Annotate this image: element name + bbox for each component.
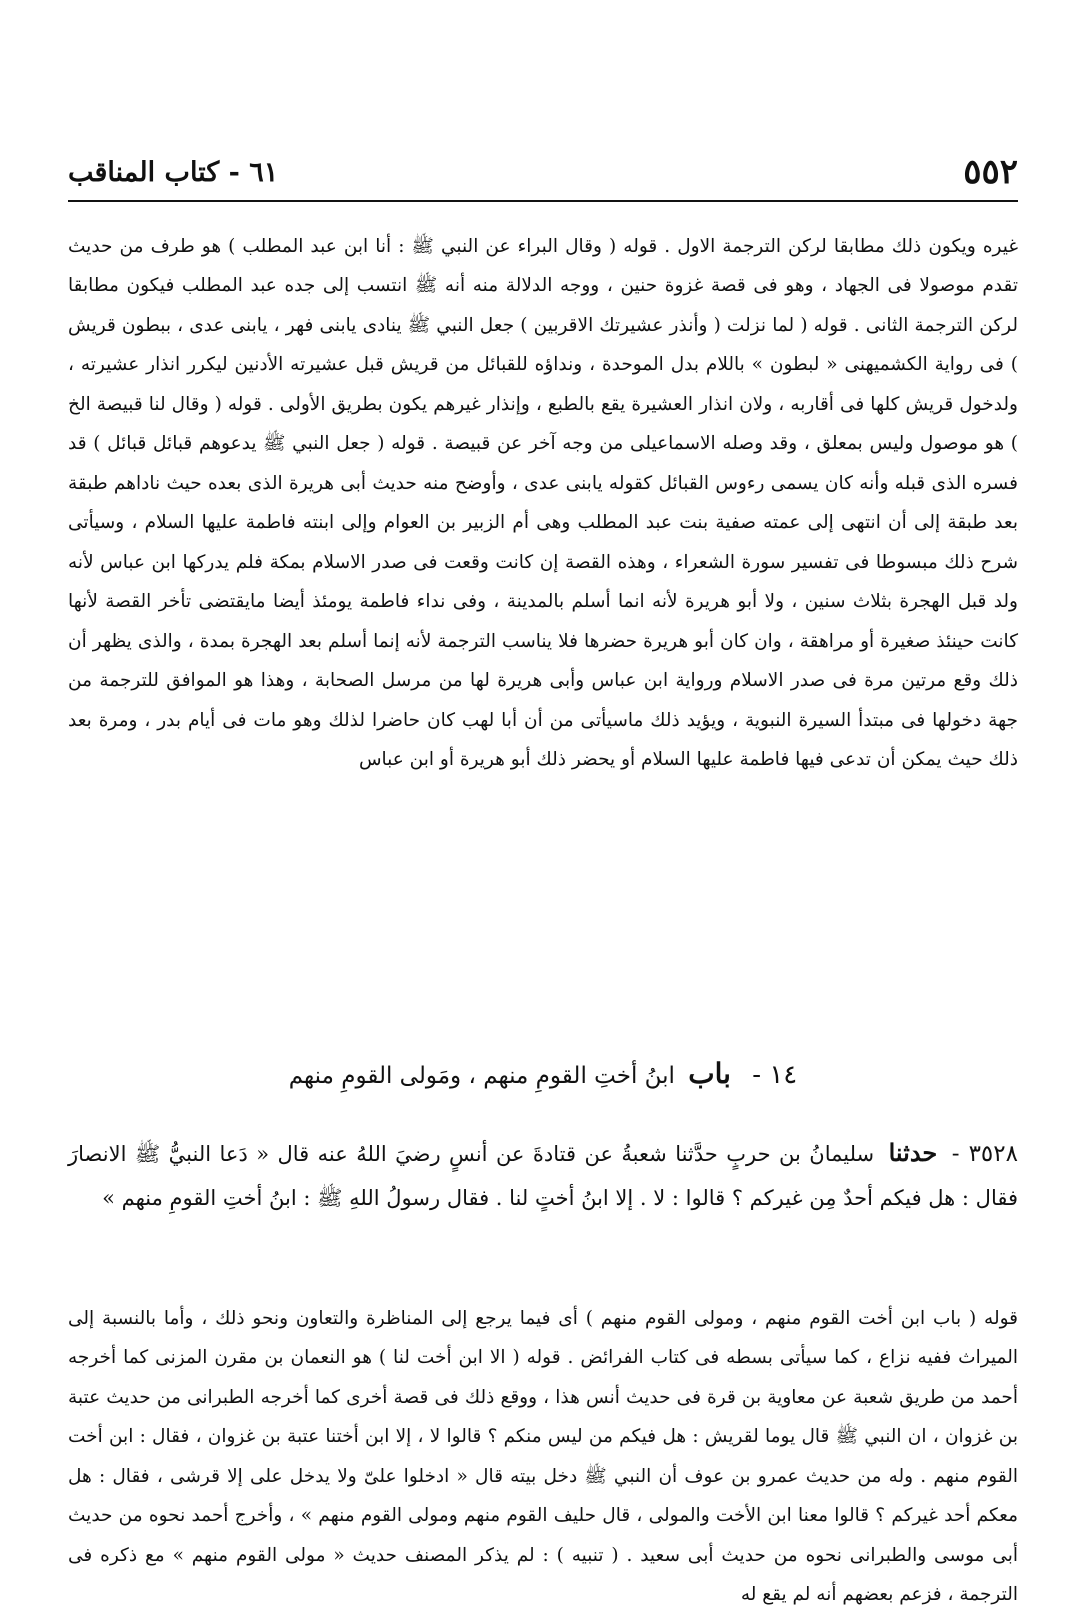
chapter-number: ١٤ - xyxy=(752,1060,798,1090)
hadith-number: ٣٥٢٨ - xyxy=(951,1141,1018,1167)
running-title: ٦١ - كتاب المناقب xyxy=(68,156,279,188)
chapter-heading xyxy=(68,1054,1018,1096)
commentary-paragraph-1: غيره ويكون ذلك مطابقا لركن الترجمة الاول . قوله ( وقال البراء عن النبي ﷺ : أنا ابن عبد المطلب ) هو طرف من حديث تقدم موصولا فى الجهاد ، وهو فى قصة غزوة حنين ، ووجه الدلالة منه أنه ﷺ انتسب إلى جده عبد المطلب فيكون مطابقا لركن الترجمة الثانى . قوله ( لما نزلت ( وأنذر عشيرتك الاقربين ) جعل النبي ﷺ ينادى يابنى فهر ، يابنى عدى ، ببطون قريش ) فى رواية الكشميهنى « لبطون » باللام بدل الموحدة ، ونداؤه للقبائل من قريش قبل عشيرته الأدنين ليكرر انذار عشيرته ، ولدخول قريش كلها فى أقاربه ، ولان انذار العشيرة يقع بالطبع ، وإنذار غيرهم يكون بطريق الأولى . قوله ( وقال لنا قبيصة الخ ) هو موصول وليس بمعلق ، وقد وصله الاسماعيلى من وجه آخر عن قبيصة . قوله ( جعل النبي ﷺ يدعوهم قبائل قبائل ) قد فسره الذى قبله وأنه كان يسمى رءوس القبائل كقوله يابنى عدى ، وأوضح منه حديث أبى هريرة الذى بعده حيث ناداهم طبقة بعد طبقة إلى أن انتهى إلى عمته صفية بنت عبد المطلب وهى أم الزبير بن العوام وإلى ابنته فاطمة عليها السلام ، وسيأتى شرح ذلك مبسوطا فى تفسير سورة الشعراء ، وهذه القصة إن كانت وقعت فى صدر الاسلام بمكة فلم يدركها ابن عباس لأنه ولد قبل الهجرة بثلاث سنين ، ولا أبو هريرة لأنه انما أسلم بالمدينة ، وفى نداء فاطمة يومئذ أيضا مايقتضى تأخر القصة لأنها كانت حينئذ صغيرة أو مراهقة ، وان كان أبو هريرة حضرها فلا يناسب الترجمة لأنه إنما أسلم بعد الهجرة بمدة ، والذى يظهر أن ذلك وقع مرتين مرة فى صدر الاسلام ورواية ابن عباس وأبى هريرة لها من مرسل الصحابة ، وهذا هو الموافق للترجمة من جهة دخولها فى مبتدأ السيرة النبوية ، ويؤيد ذلك ماسيأتى من أن أبا لهب كان حاضرا لذلك وهو مات فى أيام بدر ، ومرة بعد ذلك حيث يمكن أن تدعى فيها فاطمة عليها السلام أو يحضر ذلك أبو هريرة أو ابن عباس xyxy=(68,235,1018,770)
book-page xyxy=(68,150,1018,1605)
chapter-bab-word: باب xyxy=(688,1057,731,1090)
page-header xyxy=(68,150,1018,194)
chapter-title: ابنُ أختِ القومِ منهم ، ومَولى القومِ منهم xyxy=(288,1063,675,1089)
hadith-text-block xyxy=(68,1131,1018,1220)
page-number: ٥٥٢ xyxy=(963,152,1018,192)
header-divider xyxy=(68,200,1018,202)
hadith-haddathana: حدثنا xyxy=(888,1138,938,1167)
commentary-paragraph-2: قوله ( باب ابن أخت القوم منهم ، ومولى القوم منهم ) أى فيما يرجع إلى المناظرة والتعاون ونحو ذلك ، وأما بالنسبة إلى الميراث ففيه نزاع ، كما سيأتى بسطه فى كتاب الفرائض . قوله ( الا ابن أخت لنا ) هو النعمان بن مقرن المزنى كما أخرجه أحمد من طريق شعبة عن معاوية بن قرة فى حديث أنس هذا ، ووقع ذلك فى قصة أخرى كما أخرجه الطبرانى من حديث عتبة بن غزوان ، ان النبي ﷺ قال يوما لقريش : هل فيكم من ليس منكم ؟ قالوا لا ، إلا ابن أختنا عتبة بن غزوان ، فقال : ابن أخت القوم منهم . وله من حديث عمرو بن عوف أن النبي ﷺ دخل بيته قال « ادخلوا علىّ ولا يدخل على إلا قرشى ، فقال : هل معكم أحد غيركم ؟ قالوا معنا ابن الأخت والمولى ، قال حليف القوم منهم ومولى القوم منهم » ، وأخرج أحمد نحوه من حديث أبى موسى والطبرانى نحوه من حديث أبى سعيد . ( تنبيه ) : لم يذكر المصنف حديث « مولى القوم منهم » مع ذكره فى الترجمة ، فزعم بعضهم أنه لم يقع له xyxy=(68,1307,1018,1605)
hadith-text: سليمانُ بن حربٍ حدَّثنا شعبةُ عن قتادةَ عن أنسٍ رضيَ اللهُ عنه قال « دَعا النبيُّ ﷺ الانصارَ فقال : هل فيكم أحدٌ مِن غيركم ؟ قالوا : لا . إلا ابنُ أختٍ لنا . فقال رسولُ اللهِ ﷺ : ابنُ أختِ القومِ منهم » xyxy=(68,1142,1018,1210)
